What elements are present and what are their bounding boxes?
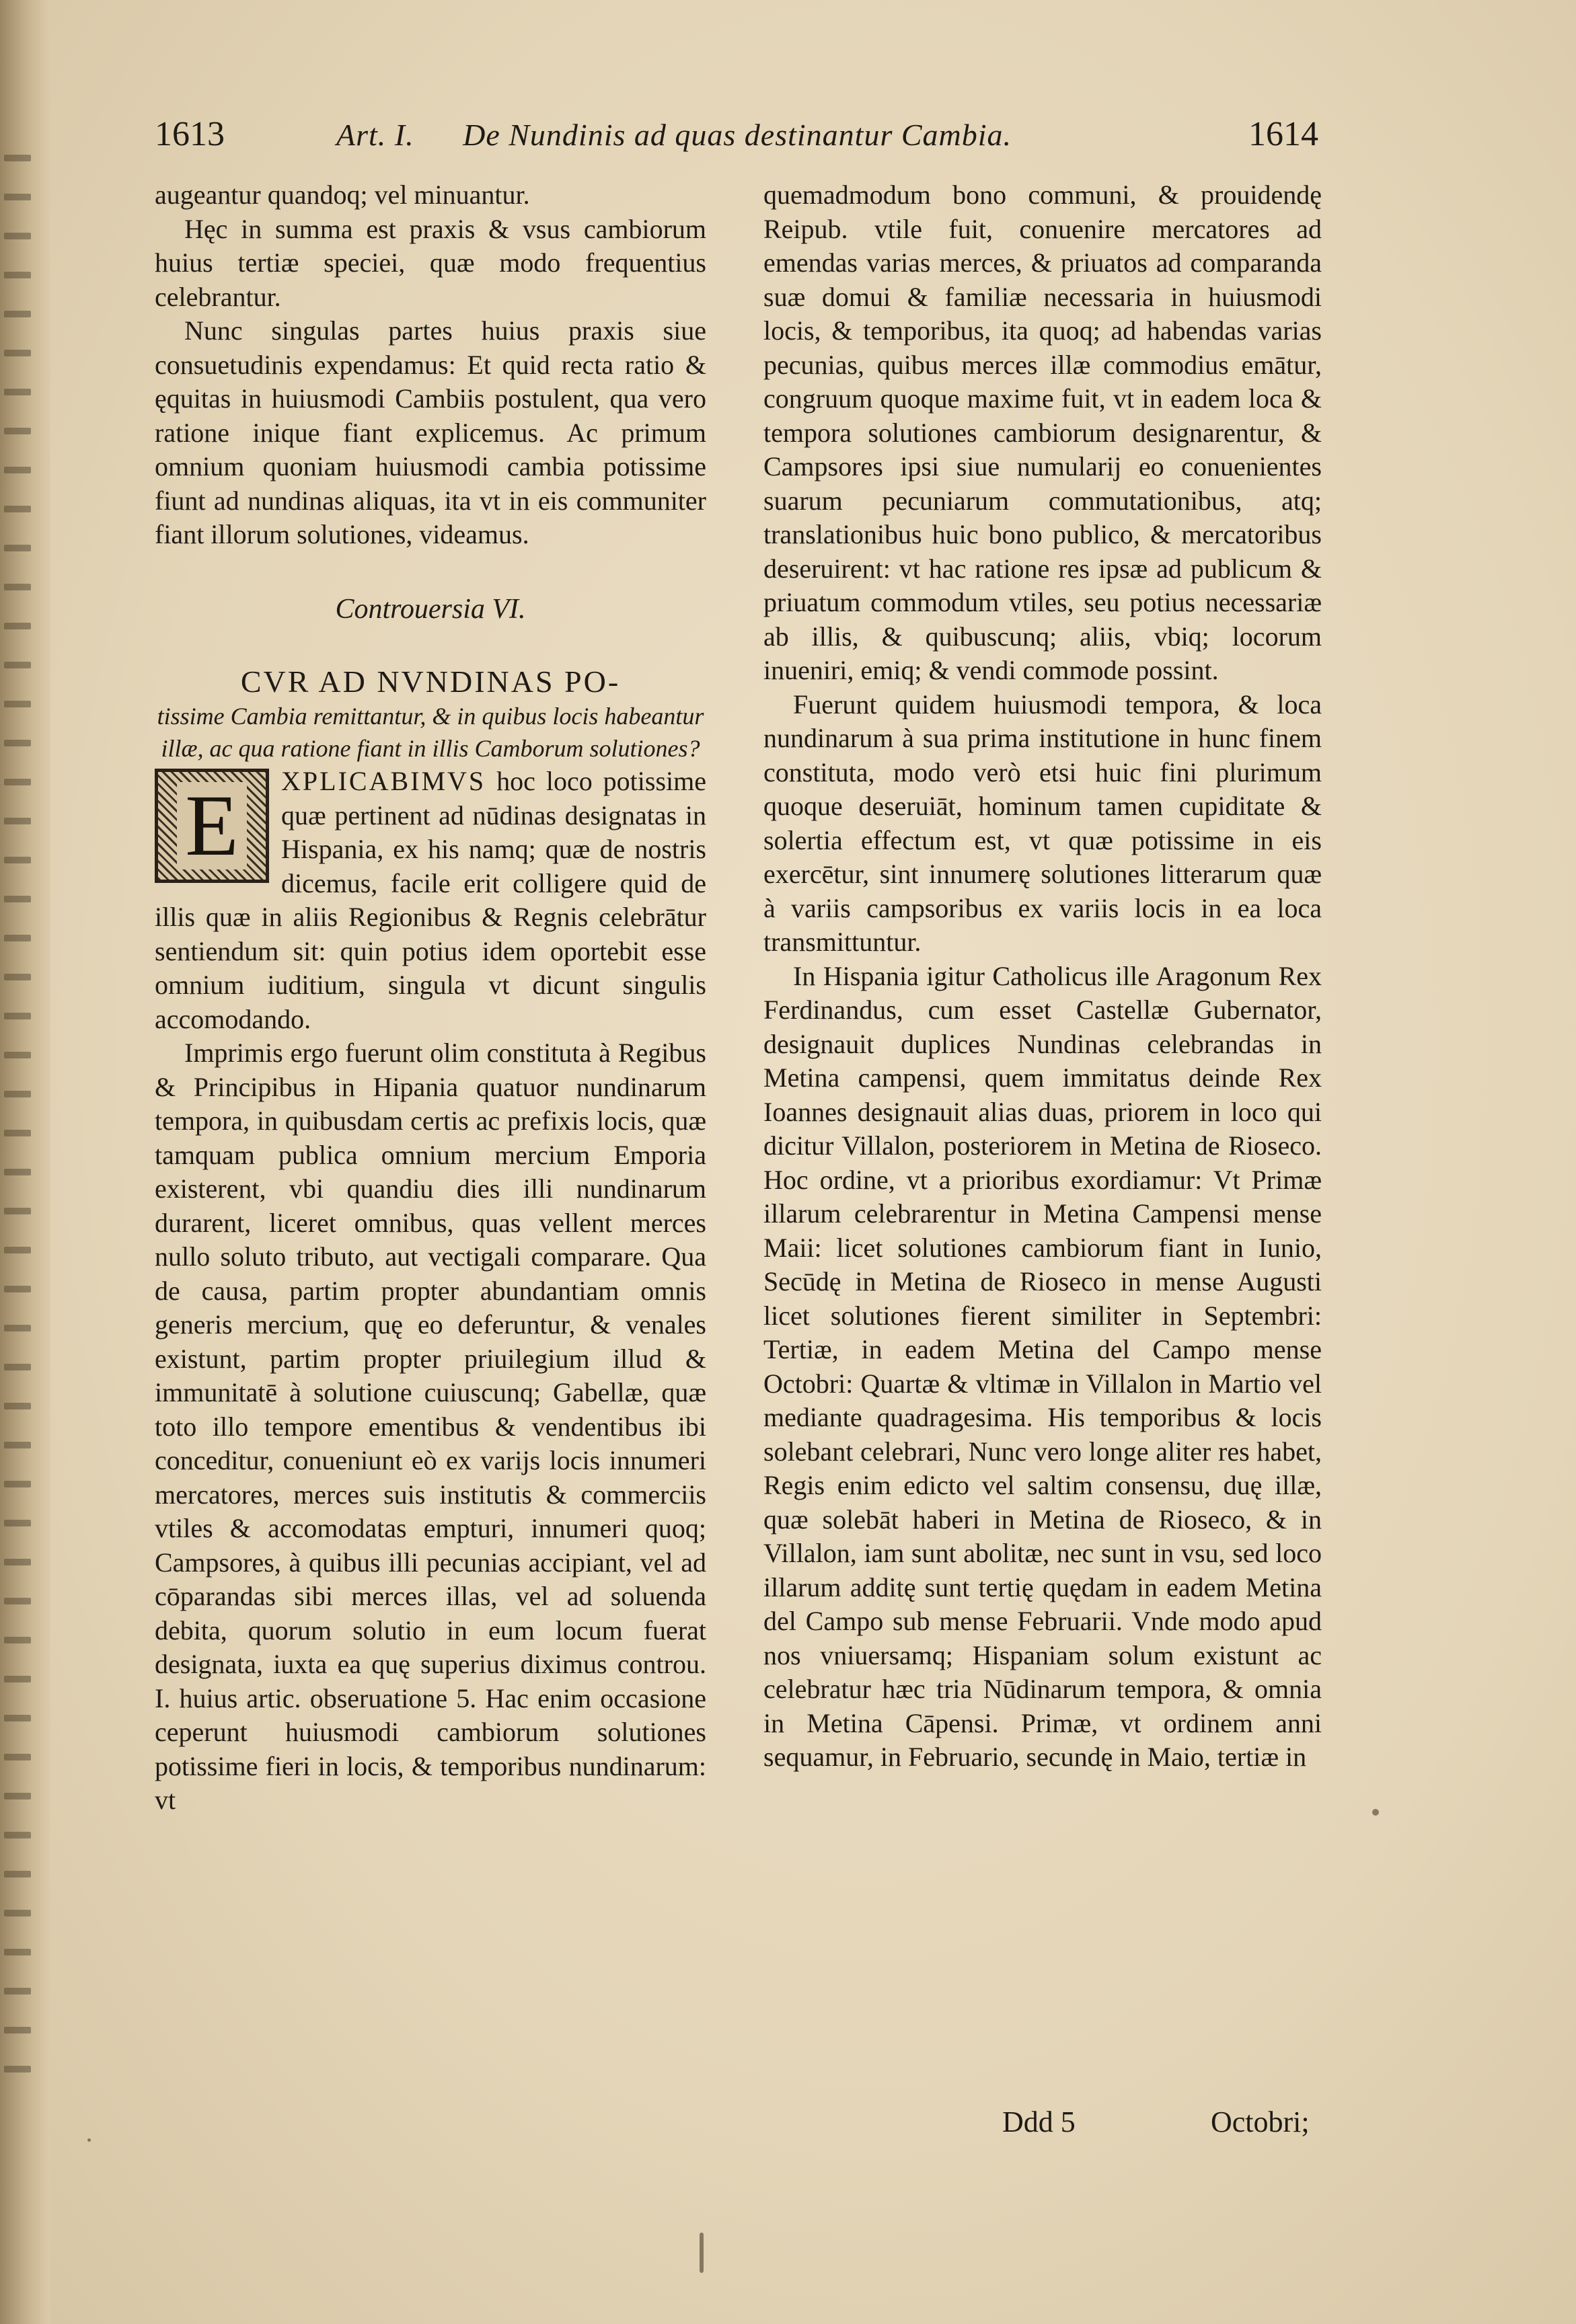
decorated-initial-letter: E	[177, 782, 246, 869]
running-article: Art. I.	[336, 118, 414, 152]
running-title	[336, 117, 1012, 153]
paragraph: Hęc in summa est praxis & vsus cambiorum huius tertiæ speciei, quæ modo frequentius celebrantur.	[155, 213, 706, 312]
opening-paragraph	[155, 765, 706, 1036]
bleed-through-marks	[4, 155, 31, 2105]
binding-gutter	[0, 0, 50, 2324]
page-number-right: 1614	[1248, 115, 1318, 153]
running-header	[155, 114, 1318, 161]
paragraph: augeantur quandoq; vel minuantur.	[155, 180, 530, 210]
paragraph: Nunc singulas partes huius praxis siue consuetudinis expendamus: Et quid recta ratio & ęquitas in huiusmodi Cambiis postulent, qua vero ratione inique fiant explicemus. Ac primum omnium quoniam huiusmodi cambia potissime fiunt ad nundinas aliquas, ita vt in eis communiter fiant illorum solutiones, videamus.	[155, 315, 706, 549]
right-column	[763, 178, 1322, 1775]
paragraph: quemadmodum bono communi, & prouidendę Reipub. vtile fuit, conuenire mercatores ad emendas varias merces, & priuatos ad comparanda suæ domui & familiæ necessaria in huiusmodi locis, & temporibus, ita quoq; ad habendas varias pecunias, quibus merces illæ commodius emātur, congruum quoque maxime fuit, vt in eadem loca & tempora solutiones cambiorum designarentur, & Campsores ipsi siue numularij eo conuenientes suarum pecuniarum commutationibus, atq; translationibus huic bono publico, & mercatoribus deseruirent: vt hac ratione res ipsæ ad publicum & priuatum commodum vtiles, seu potius necessariæ ab illis, & quibuscunq; aliis, vbiq; locorum inueniri, emiq; & vendi commode possint.	[763, 180, 1322, 685]
signature-mark: Ddd 5	[1002, 2105, 1076, 2138]
catchword: Octobri;	[1211, 2105, 1310, 2138]
decorated-initial	[155, 769, 269, 883]
paragraph-text: hoc loco potissime quæ pertinent ad nūdinas designatas in Hispania, ex his namq; quæ de nostris dicemus, facile erit colligere quid de illis quæ in aliis Regionibus & Regnis celebrātur sentiendum sit: quin potius idem oportebit esse omnium iuditium, singula vt dicunt singulis accomodando.	[155, 766, 707, 1034]
paragraph: Imprimis ergo fuerunt olim constituta à Regibus & Principibus in Hipania quatuor nundinarum tempora, in quibusdam certis ac prefixis locis, quæ tamquam publica omnium mercium Emporia existerent, vbi quandiu dies illi nundinarum durarent, liceret omnibus, quas vellent merces nullo soluto tributo, aut vectigali comparare. Qua de causa, partim propter abundantiam omnis generis mercium, quę eo deferuntur, & venales existunt, partim propter priuilegium illud & immunitatē à solutione cuiuscunq; Gabellæ, quæ toto illo tempore ementibus & vendentibus ibi conceditur, conueniunt eò ex varijs locis innumeri mercatores, merces suis institutis & commerciis vtiles & accomodatas empturi, innumeri quoq; Campsores, à quibus illi pecunias accipiant, vel ad cōparandas sibi merces illas, vel ad soluenda debita, quorum solutio in eum locum fuerat designata, iuxta ea quę superius diximus controu. I. huius artic. obseruatione 5. Hac enim occasione ceperunt huiusmodi cambiorum solutiones potissime fieri in locis, & temporibus nundinarum: vt	[155, 1038, 706, 1815]
paragraph: In Hispania igitur Catholicus ille Aragonum Rex Ferdinandus, cum esset Castellæ Gubernator, designauit duplices Nundinas celebrandas in Metina campensi, quem immitatus deinde Rex Ioannes designauit alias duas, priorem in loco qui dicitur Villalon, posteriorem in Metina de Rioseco. Hoc ordine, vt a prioribus exordiamur: Vt Primæ illarum celebrarentur in Metina Campensi mense Maii: licet solutiones cambiorum fiant in Iunio, Secūdę in Metina de Rioseco in mense Augusti licet solutiones fierent similiter in Septembri: Tertiæ, in eadem Metina del Campo mense Octobri: Quartæ & vltimæ in Villalon in Martio vel mediante quadragesima. His temporibus & locis solebant celebrari, Nunc vero longe aliter res habet, Regis enim edicto vel saltim consensu, duę illæ, quæ solebāt haberi in Metina de Rioseco, & in Villalon, iam sunt abolitæ, nec sunt in vsu, sed loco illarum additę sunt tertię quędam in eadem Metina del Campo sub mense Februarii. Vnde modo apud nos vniuersamq; Hispaniam solum existunt ac celebratur hæc tria Nūdinarum tempora, & omnia in Metina Cāpensi. Primæ, vt ordinem anni sequamur, in Februario, secundę in Maio, tertiæ in	[763, 960, 1322, 1772]
question-subheading: tissime Cambia remittantur, & in quibus locis habeantur illæ, ac qua ratione fiant in illis Camborum solutiones?	[157, 703, 704, 762]
opening-word: XPLICABIMVS	[281, 766, 486, 796]
paragraph: Fuerunt quidem huiusmodi tempora, & loca nundinarum à sua prima institutione in hunc finem constituta, modo verò etsi huic fini plurimum quoque deseruiāt, hominum tamen cupiditate & solertia effectum est, vt quæ potissime in eis exercētur, sint innumerę solutiones litterarum quæ à variis campsoribus ex variis locis in ea loca transmittuntur.	[763, 689, 1322, 957]
question-heading: CVR AD NVNDINAS PO-	[240, 664, 621, 699]
section-title: Controuersia VI.	[335, 593, 526, 625]
page-number-left: 1613	[155, 115, 225, 153]
running-title-text: De Nundinis ad quas destinantur Cambia.	[463, 118, 1012, 152]
left-column	[155, 178, 706, 1818]
